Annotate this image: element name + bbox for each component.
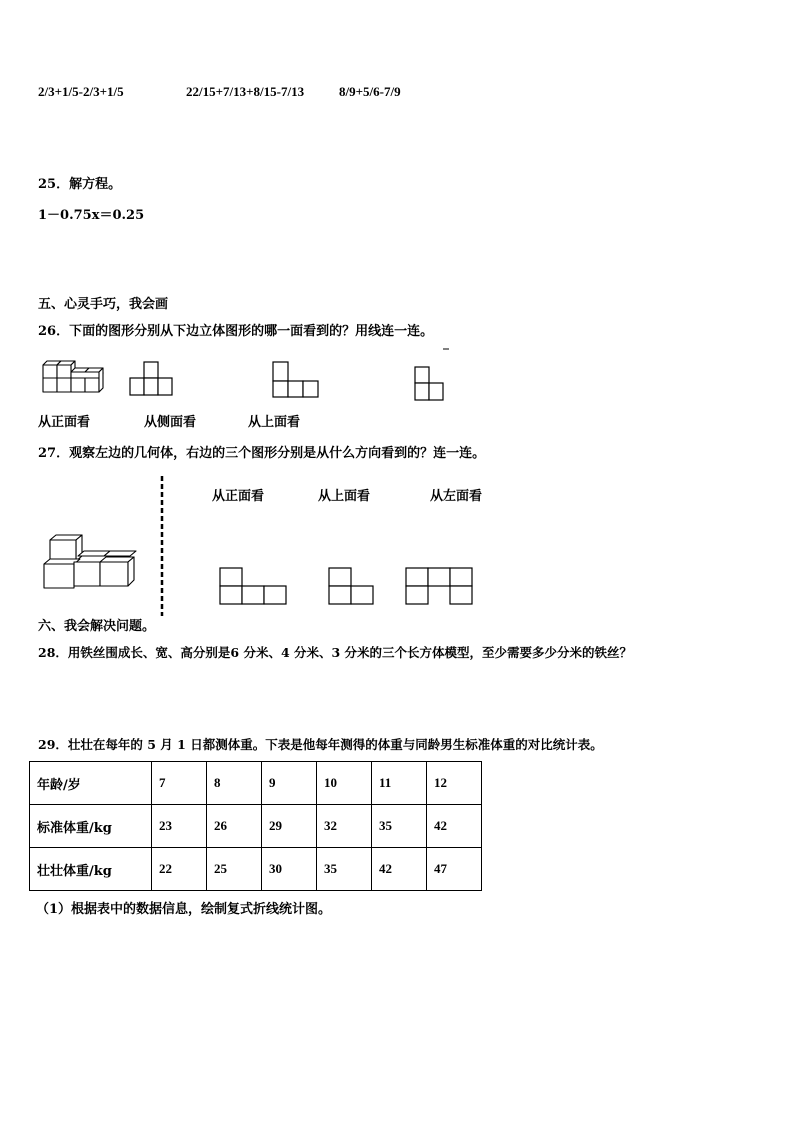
q25-title: 25．解方程。 (38, 177, 122, 192)
q26-view-c (413, 366, 447, 404)
q26-solid-figure (38, 360, 102, 398)
q26-label-side: 从侧面看 (144, 415, 197, 430)
table-cell: 32 (317, 805, 372, 848)
table-row (30, 848, 482, 891)
q25-equation: 1－0.75x＝0.25 (38, 208, 145, 223)
q27-view-b (328, 567, 376, 607)
q29-title: 29．壮壮在每年的 5 月 1 日都测体重。下表是他每年测得的体重与同龄男生标准体重的对比统计表。 (38, 737, 603, 752)
table-cell: 年龄/岁 (30, 762, 152, 805)
q27-view-c (405, 567, 475, 607)
q27-view-a (219, 567, 289, 607)
table-cell: 12 (427, 762, 482, 805)
table-cell: 壮壮体重/kg (30, 848, 152, 891)
section6-title: 六、我会解决问题。 (38, 619, 156, 634)
table-cell: 标准体重/kg (30, 805, 152, 848)
q28-title: 28．用铁丝围成长、宽、高分别是6 分米、4 分米、3 分米的三个长方体模型，至少需要多少分米的铁丝？ (38, 645, 633, 660)
expression-3: 8/9+5/6-7/9 (339, 84, 401, 99)
expression-2: 22/15+7/13+8/15-7/13 (186, 84, 305, 99)
q26-view-b (272, 361, 322, 399)
section5-title: 五、心灵手巧，我会画 (38, 297, 169, 312)
table-cell: 9 (262, 762, 317, 805)
table-cell: 7 (152, 762, 207, 805)
dashed-divider (160, 476, 164, 616)
q29-sub1: （1）根据表中的数据信息，绘制复式折线统计图。 (36, 902, 332, 917)
q27-title: 27．观察左边的几何体，右边的三个图形分别是从什么方向看到的？连一连。 (38, 446, 486, 461)
table-cell: 42 (427, 805, 482, 848)
table-header-row (30, 762, 482, 805)
table-row (30, 805, 482, 848)
weight-table (29, 761, 482, 891)
table-cell: 10 (317, 762, 372, 805)
table-cell: 8 (207, 762, 262, 805)
table-cell: 22 (152, 848, 207, 891)
table-cell: 30 (262, 848, 317, 891)
q26-view-a (129, 361, 179, 399)
table-cell: 11 (372, 762, 427, 805)
q27-solid-figure (42, 534, 142, 594)
table-cell: 26 (207, 805, 262, 848)
q27-label-top: 从上面看 (318, 489, 371, 504)
q26-label-top: 从上面看 (248, 415, 301, 430)
q26-title: 26．下面的图形分别从下边立体图形的哪一面看到的？用线连一连。 (38, 324, 434, 339)
table-cell: 35 (317, 848, 372, 891)
table-cell: 42 (372, 848, 427, 891)
q27-label-left: 从左面看 (430, 489, 483, 504)
table-cell: 25 (207, 848, 262, 891)
q26-label-front: 从正面看 (38, 415, 91, 430)
q27-label-front: 从正面看 (212, 489, 265, 504)
table-cell: 35 (372, 805, 427, 848)
table-cell: 23 (152, 805, 207, 848)
expression-1: 2/3+1/5-2/3+1/5 (38, 84, 124, 99)
stray-mark (443, 348, 449, 351)
table-cell: 29 (262, 805, 317, 848)
table-cell: 47 (427, 848, 482, 891)
